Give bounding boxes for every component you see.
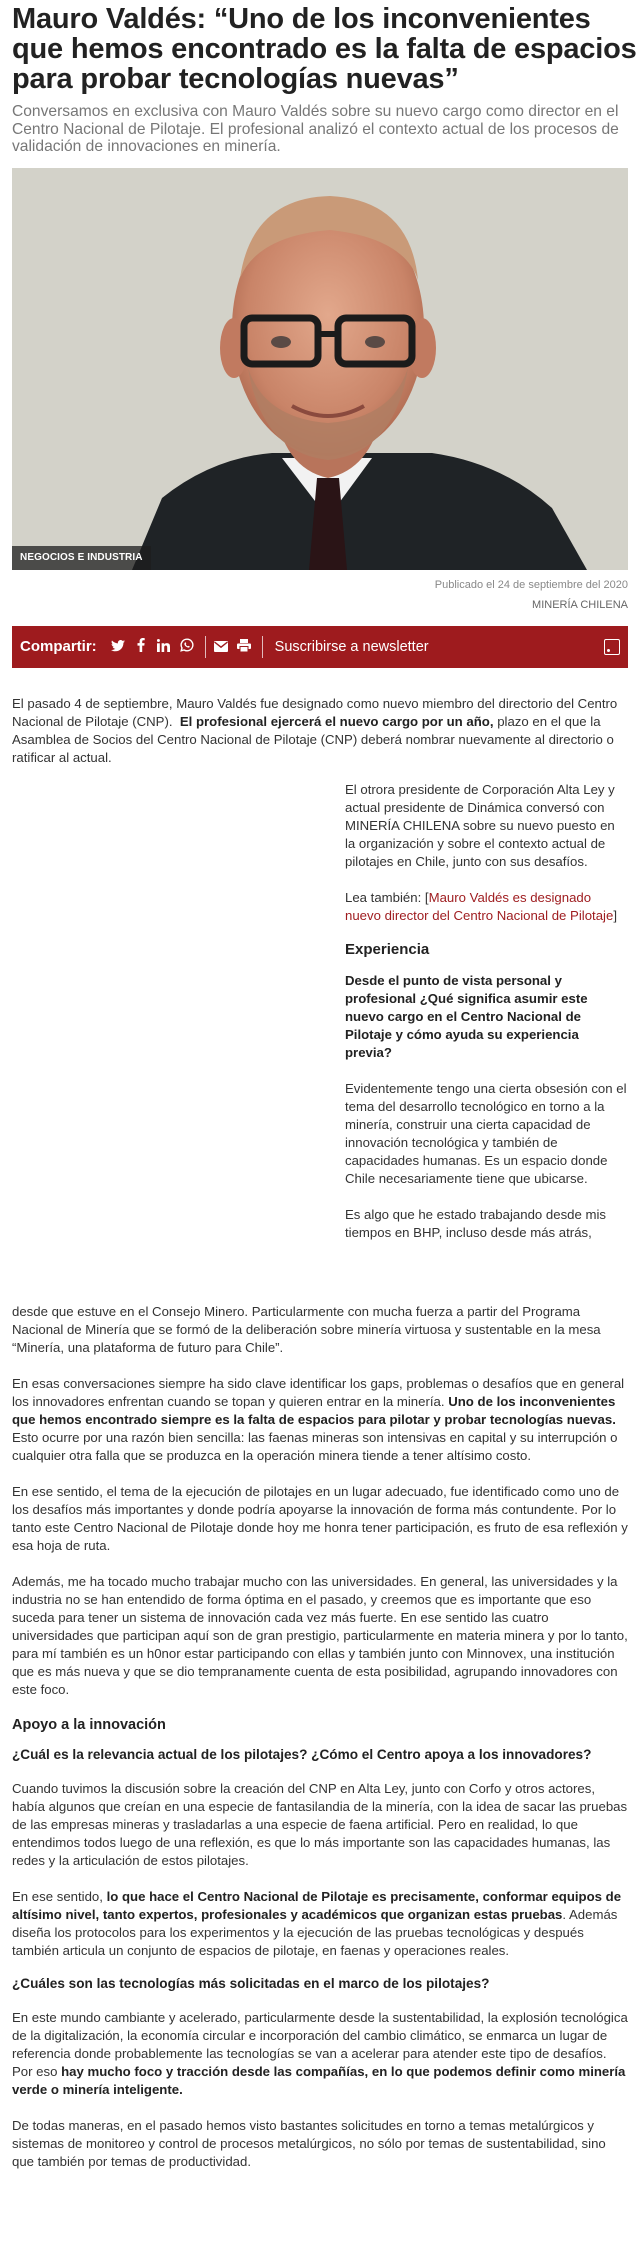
- share-label: Compartir:: [20, 638, 97, 655]
- article: [12, 3, 644, 2169]
- email-icon[interactable]: [214, 639, 228, 655]
- paragraph: Además, me ha tocado mucho trabajar mucho con las universidades. En general, las universidades y la industria no se han entendido de forma óptima en el pasado, y creemos que es importante que eso suceda para tener un sistema de innovación cada vez más fuerte. En ese sentido las cuatro universidades que participan aquí son de gran prestigio, particularmente en materia minera y por lo tanto, para mí también es un h0nor estar participando con ellas y también junto con Minnovex, una institución que es más nueva y que se dio tempranamente cuenta de esta posibilidad, agrupando innovadores con este foco.: [12, 1573, 628, 1697]
- category-badge[interactable]: NEGOCIOS E INDUSTRIA: [12, 546, 151, 570]
- paragraph-text: plazo en el que la Asamblea de Socios del Centro Nacional de Pilotaje (CNP) deberá nombrar nuevamente al directorio o ratificar al actual.: [12, 713, 614, 765]
- paragraph: En ese sentido, el tema de la ejecución de pilotajes en un lugar adecuado, fue identificado como uno de los desafíos más importantes y donde podría apoyarse la innovación de forma más contundente. Por lo tanto este Centro Nacional de Pilotaje donde hoy me honra tener participación, es fruto de esa reflexión y esa hoja de ruta.: [12, 1483, 628, 1553]
- paragraph: Evidentemente tengo una cierta obsesión con el tema del desarrollo tecnológico en torno a la minería, construir una cierta capacidad de innovación tecnológica y también de capacidades humanas. Es un espacio donde Chile necesariamente tiene que ubicarse.: [345, 1080, 627, 1186]
- read-also-link[interactable]: Mauro Valdés es designado nuevo director del Centro Nacional de Pilotaje: [345, 889, 614, 923]
- section-heading: Apoyo a la innovación: [12, 1716, 166, 1733]
- linkedin-icon[interactable]: [157, 639, 171, 655]
- question: ¿Cuáles son las tecnologías más solicitadas en el marco de los pilotajes?: [12, 1975, 490, 1991]
- paragraph: Es algo que he estado trabajando desde mis tiempos en BHP, incluso desde más atrás,: [345, 1206, 607, 1240]
- facebook-icon[interactable]: [134, 638, 148, 655]
- paragraph: Cuando tuvimos la discusión sobre la creación del CNP en Alta Ley, junto con Corfo y otros actores, había algunos que creían en una especie de fantasilandia de la minería, con la idea de sacar las pruebas de las empresas mineras y trasladarlas a una especie de faena artificial. Pero en realidad, lo que entendimos todos luego de una reflexión, es que lo más importante son las capacidades humanas, las redes y la articulación de estos pilotajes.: [12, 1780, 628, 1868]
- publish-date: Publicado el 24 de septiembre del 2020: [434, 578, 628, 591]
- read-also: [345, 889, 628, 925]
- body-continued: [12, 1375, 628, 2171]
- newsletter-link[interactable]: Suscribirse a newsletter: [274, 638, 429, 655]
- read-also-prefix: Lea también: [: [345, 889, 429, 905]
- share-divider: [262, 636, 263, 658]
- paragraph-text: El pasado 4 de septiembre, Mauro Valdés fue designado como nuevo miembro del directorio del Centro Nacional de Pilotaje (CNP).: [12, 695, 618, 729]
- section-heading: Experiencia: [345, 940, 430, 958]
- paragraph-text: . Además diseña los protocolos para los experimentos y la ejecución de las pruebas tecnológicas y después también articula un conjunto de espacios de pilotaje, en faenas y operaciones reales.: [12, 1906, 618, 1958]
- hero-image: [12, 168, 628, 570]
- article-title: Mauro Valdés: “Uno de los inconvenientes que hemos encontrado es la falta de espacios para probar tecnologías nuevas”: [12, 3, 637, 95]
- paragraph: El otrora presidente de Corporación Alta Ley y actual presidente de Dinámica conversó con MINERÍA CHILENA sobre su nuevo puesto en la organización y sobre el contexto actual de pilotajes en Chile, junto con sus desafíos.: [345, 781, 615, 869]
- share-bar: [12, 626, 628, 668]
- paragraph-bold: Uno de los inconvenientes que hemos encontrado siempre es la falta de espacios para pilotar y probar tecnologías nuevas.: [12, 1393, 616, 1427]
- article-body: [12, 695, 628, 2169]
- paragraph-bold: lo que hace el Centro Nacional de Pilotaje es precisamente, conformar equipos de altísimo nivel, tanto expertos, profesionales y académicos que organizan estas pruebas: [12, 1888, 622, 1922]
- whatsapp-icon[interactable]: [180, 638, 194, 655]
- paragraph-text: En este mundo cambiante y acelerado, particularmente desde la sustentabilidad, la explosión tecnológica de la digitalización, la economía circular e incorporación del cambio climático, se enmarca un lugar de referencia donde probablemente las tecnologías se van a acelerar para atender este tipo de desafíos. Por eso: [12, 2009, 628, 2079]
- paragraph-bold: El profesional ejercerá el nuevo cargo por un año,: [179, 713, 494, 729]
- rss-icon[interactable]: [604, 639, 620, 655]
- portrait-illustration: [12, 168, 628, 570]
- sidebar-column: [345, 781, 628, 1242]
- read-also-suffix: ]: [613, 907, 617, 923]
- paragraph: De todas maneras, en el pasado hemos visto bastantes solicitudes en torno a temas metalúrgicos y sistemas de monitoreo y control de procesos metalúrgicos, no sólo por temas de sustentabilidad, sino que también por temas de productividad.: [12, 2117, 606, 2169]
- paragraph-text: En esas conversaciones siempre ha sido clave identificar los gaps, problemas o desafíos que en general los innovadores enfrentan cuando se topan y quieren entrar en la minería.: [12, 1375, 625, 1409]
- twitter-icon[interactable]: [111, 639, 125, 655]
- paragraph: [12, 2009, 628, 2099]
- paragraph: desde que estuve en el Consejo Minero. Particularmente con mucha fuerza a partir del Programa Nacional de Minería que se formó de la deliberación sobre minería virtuosa y sustentable en la mesa “Minería, una plataforma de futuro para Chile”.: [12, 1303, 601, 1355]
- paragraph-text: Esto ocurre por una razón bien sencilla: las faenas mineras son intensivas en capital y su interrupción o cualquier otra falla que se produzca en la operación minera tiende a tener altísimo costo.: [12, 1429, 618, 1463]
- question: Desde el punto de vista personal y profesional ¿Qué significa asumir este nuevo cargo en el Centro Nacional de Pilotaje y cómo ayuda su experiencia previa?: [345, 972, 588, 1060]
- source-label: MINERÍA CHILENA: [532, 598, 628, 611]
- article-lead: Conversamos en exclusiva con Mauro Valdés sobre su nuevo cargo como director en el Centro Nacional de Pilotaje. El profesional analizó el contexto actual de los procesos de validación de innovaciones en minería.: [12, 103, 619, 155]
- question: ¿Cuál es la relevancia actual de los pilotajes? ¿Cómo el Centro apoya a los innovadores?: [12, 1746, 592, 1762]
- paragraph-text: En ese sentido,: [12, 1888, 103, 1904]
- print-icon[interactable]: [237, 639, 251, 655]
- paragraph-bold: hay mucho foco y tracción desde las compañías, en lo que podemos definir como minería verde o minería inteligente.: [12, 2063, 626, 2097]
- paragraph: [12, 1375, 628, 1465]
- paragraph: [12, 1888, 628, 1960]
- share-divider: [205, 636, 206, 658]
- paragraph: [12, 695, 628, 767]
